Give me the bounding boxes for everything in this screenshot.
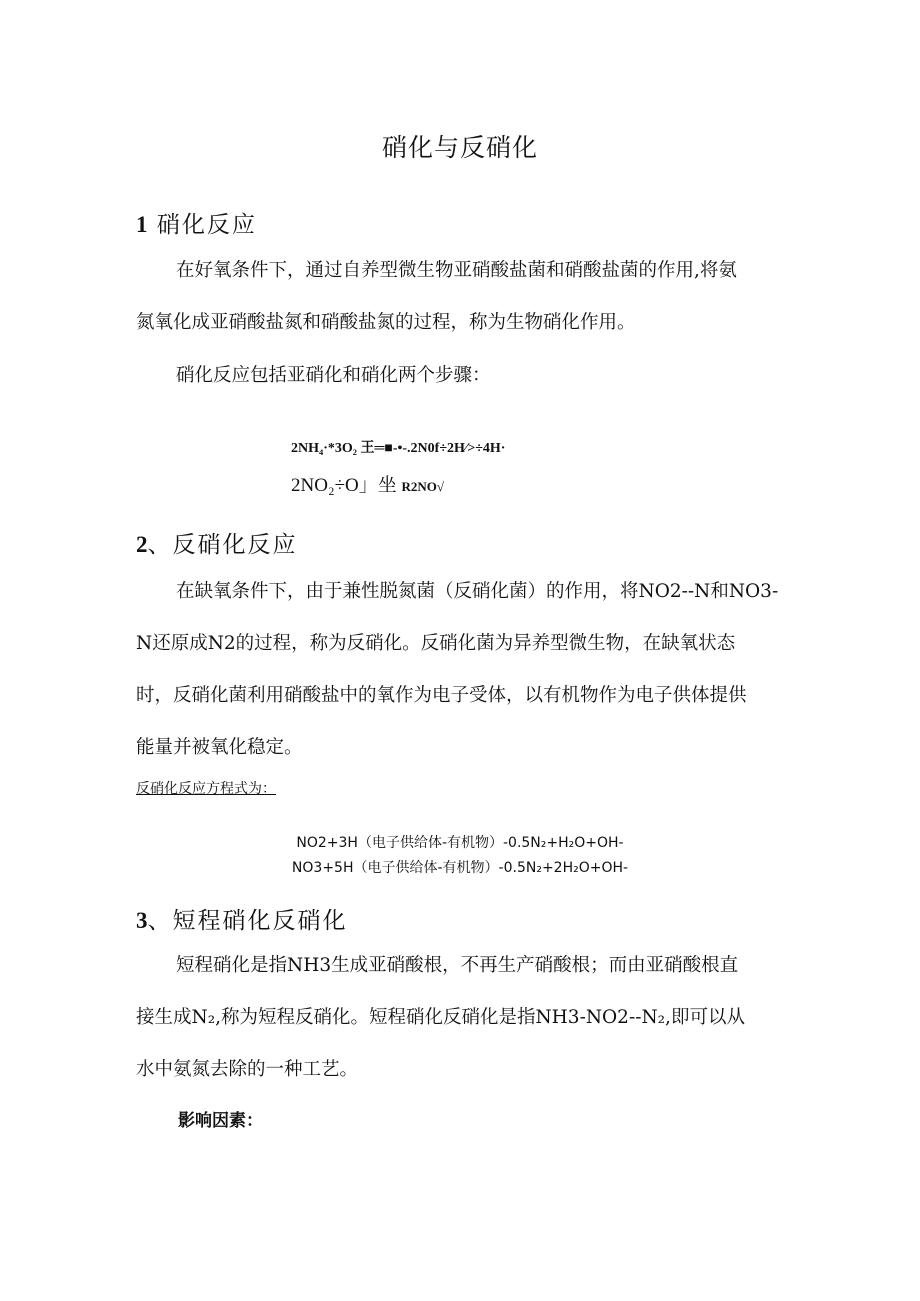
page-title: 硝化与反硝化 [381,133,538,162]
paragraph-line [136,940,790,992]
paragraph-line [136,618,790,670]
section-1-paragraph [136,245,790,349]
paragraph-text: 硝化反应包括亚硝化和硝化两个步骤： [176,365,491,386]
nitrification-equation-1: 2NH₄·*3O₂ 王═■-•-.2N0f÷2H∕>÷4H· [291,441,506,456]
influencing-factors-label: 影响因素： [178,1111,263,1131]
section-1-steps-intro [136,350,790,402]
paragraph-line [136,722,790,774]
equation-text: 2NO₂÷O」坐 [291,475,397,496]
paragraph-text: 水中氨氮去除的一种工艺。 [136,1059,359,1080]
paragraph-line [136,1044,790,1096]
paragraph-line [136,670,790,722]
section-2-title: 、反硝化反应 [147,532,298,558]
section-2-paragraph [136,566,790,774]
section-3-number: 3 [136,908,148,933]
paragraph-text: 短程硝化是指NH3生成亚硝酸根，不再生产硝酸根；而由亚硝酸根直 [176,955,739,976]
nitrification-equation-2 [291,470,444,497]
paragraph-line [136,297,790,349]
section-3-paragraph [136,940,790,1096]
paragraph-text: 接生成N₂,称为短程反硝化。短程硝化反硝化是指NH3-NO2--N₂,即可以从 [136,1007,745,1028]
section-1-title: 硝化反应 [156,212,257,238]
paragraph-text: N还原成N2的过程，称为反硝化。反硝化菌为异养型微生物，在缺氧状态 [136,633,736,654]
section-1-heading [136,206,257,239]
denitrification-equation-2: NO3+5H（电子供给体-有机物）-0.5N₂+2H₂O+OH- [291,860,629,876]
section-1-number: 1 [136,212,148,237]
section-2-number: 2 [136,532,148,557]
paragraph-text: 在好氧条件下，通过自养型微生物亚硝酸盐菌和硝酸盐菌的作用,将氨 [176,260,737,281]
paragraph-line [136,566,790,618]
section-3-heading [136,902,348,935]
section-2-heading [136,526,298,559]
equation-label: 反硝化反应方程式为： [136,781,276,797]
paragraph-text: 在缺氧条件下，由于兼性脱氮菌（反硝化菌）的作用，将NO2--N和NO3- [176,581,779,602]
section-3-title: 、短程硝化反硝化 [147,908,348,934]
denitrification-equation-1: NO2+3H（电子供给体-有机物）-0.5N₂+H₂O+OH- [296,835,624,851]
paragraph-text: 能量并被氧化稳定。 [136,737,303,758]
equation-text: R2NO√ [401,479,444,494]
paragraph-line [136,992,790,1044]
paragraph-line [136,245,790,297]
paragraph-text: 氮氧化成亚硝酸盐氮和硝酸盐氮的过程，称为生物硝化作用。 [136,312,636,333]
paragraph-text: 时，反硝化菌利用硝酸盐中的氧作为电子受体，以有机物作为电子供体提供 [136,685,747,706]
